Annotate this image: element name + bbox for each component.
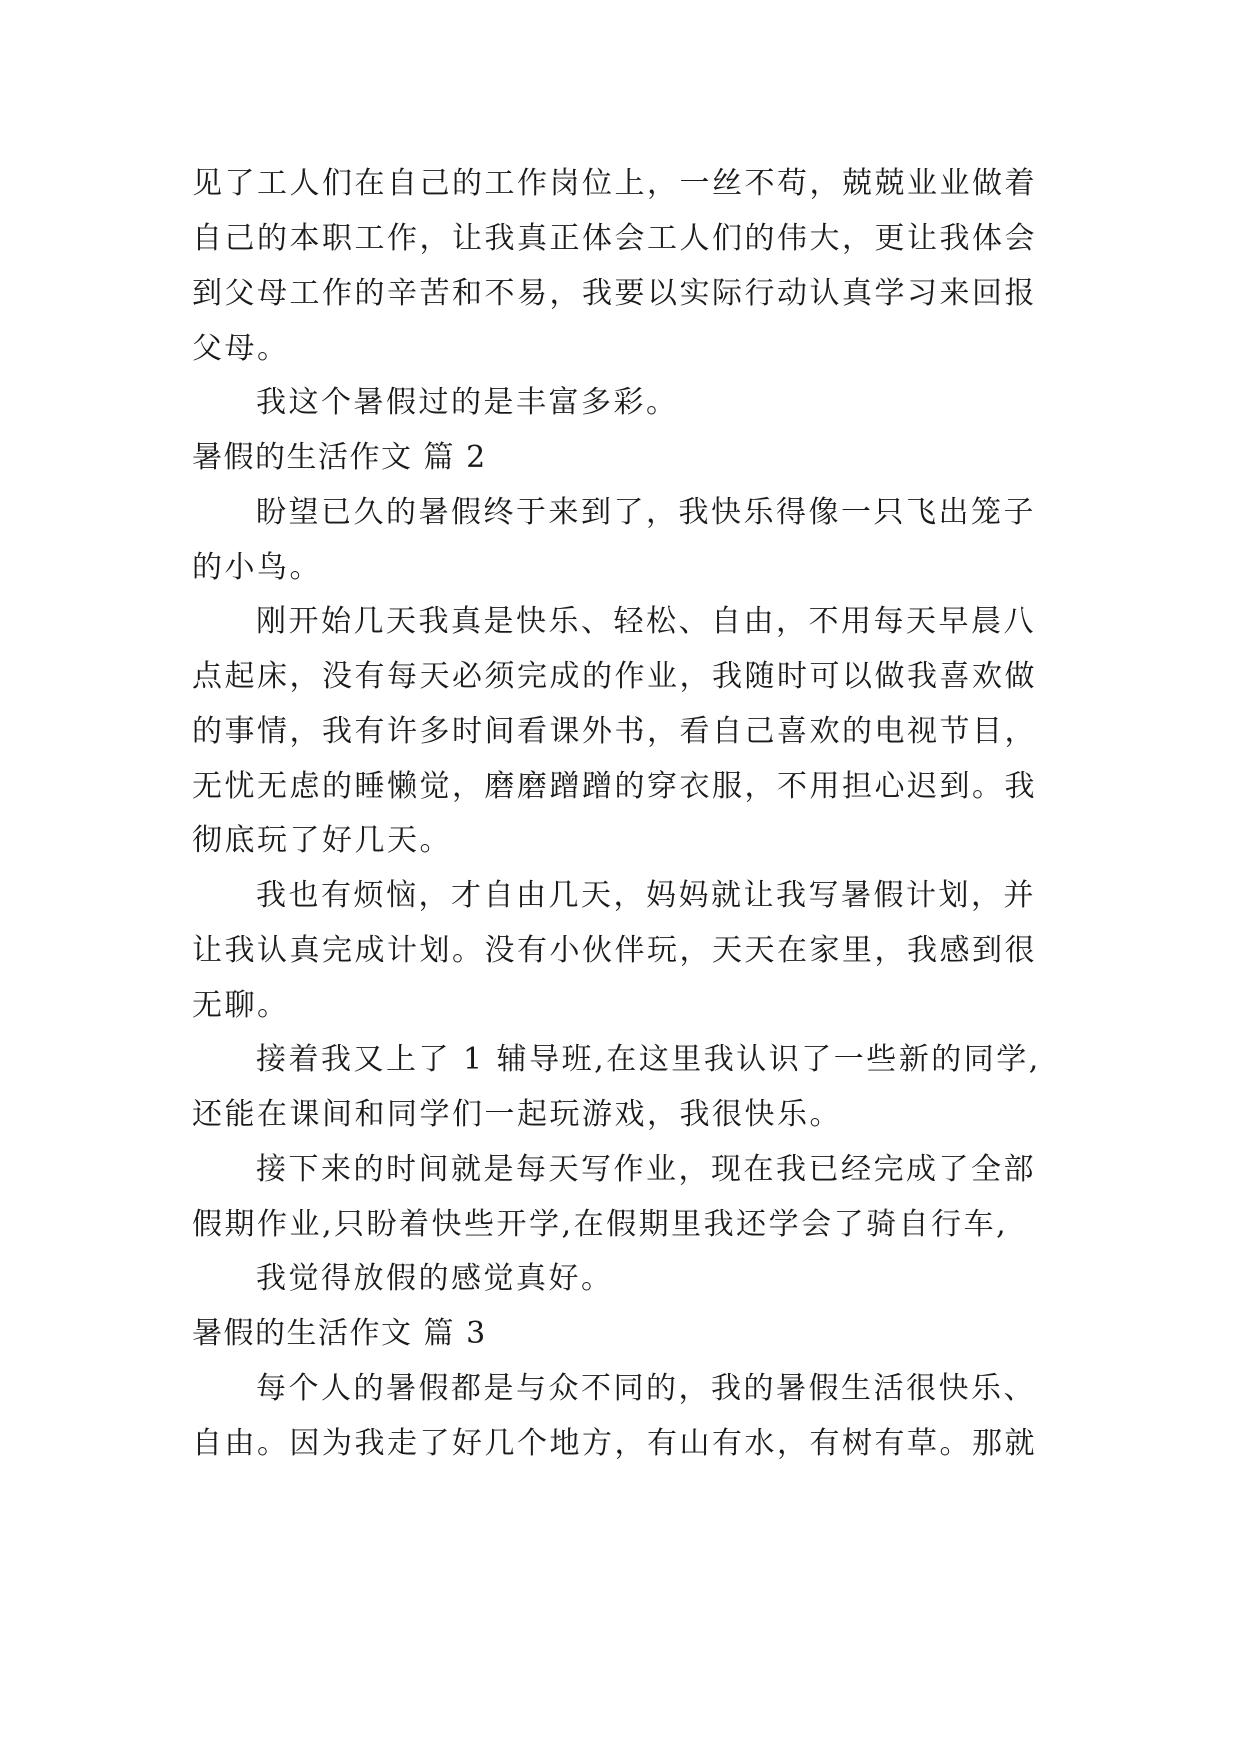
paragraph-line: 接着我又上了 1 辅导班,在这里我认识了一些新的同学, [256,1042,1041,1077]
paragraph-line: 自己的本职工作，让我真正体会工人们的伟大，更让我体会 [192,221,1037,256]
section-heading: 暑假的生活作文 篇 3 [192,1316,487,1351]
paragraph-line: 刚开始几天我真是快乐、轻松、自由，不用每天早晨八 [256,604,1036,639]
paragraph-line: 的小鸟。 [192,550,322,585]
paragraph-line: 到父母工作的辛苦和不易，我要以实际行动认真学习来回报 [192,276,1037,311]
paragraph-line: 彻底玩了好几天。 [192,823,452,858]
paragraph-line: 我觉得放假的感觉真好。 [256,1261,614,1296]
paragraph-line: 还能在课间和同学们一起玩游戏，我很快乐。 [192,1097,842,1132]
paragraph-line: 无忧无虑的睡懒觉，磨磨蹭蹭的穿衣服，不用担心迟到。我 [192,769,1037,804]
section-heading: 暑假的生活作文 篇 2 [192,440,487,475]
paragraph-line: 接下来的时间就是每天写作业，现在我已经完成了全部 [256,1152,1036,1187]
paragraph-line: 我也有烦恼，才自由几天，妈妈就让我写暑假计划，并 [256,878,1036,913]
paragraph-line: 每个人的暑假都是与众不同的，我的暑假生活很快乐、 [256,1371,1036,1406]
paragraph-line: 自由。因为我走了好几个地方，有山有水，有树有草。那就 [192,1426,1037,1461]
paragraph-line: 见了工人们在自己的工作岗位上，一丝不苟，兢兢业业做着 [192,166,1037,201]
paragraph-line: 我这个暑假过的是丰富多彩。 [256,385,679,420]
paragraph-line: 无聊。 [192,988,290,1023]
paragraph-line: 假期作业,只盼着快些开学,在假期里我还学会了骑自行车, [192,1207,1009,1242]
paragraph-line: 的事情，我有许多时间看课外书，看自己喜欢的电视节目， [192,714,1037,749]
paragraph-line: 点起床，没有每天必须完成的作业，我随时可以做我喜欢做 [192,659,1037,694]
paragraph-line: 盼望已久的暑假终于来到了，我快乐得像一只飞出笼子 [256,495,1036,530]
paragraph-line: 让我认真完成计划。没有小伙伴玩，天天在家里，我感到很 [192,933,1037,968]
paragraph-line: 父母。 [192,331,290,366]
